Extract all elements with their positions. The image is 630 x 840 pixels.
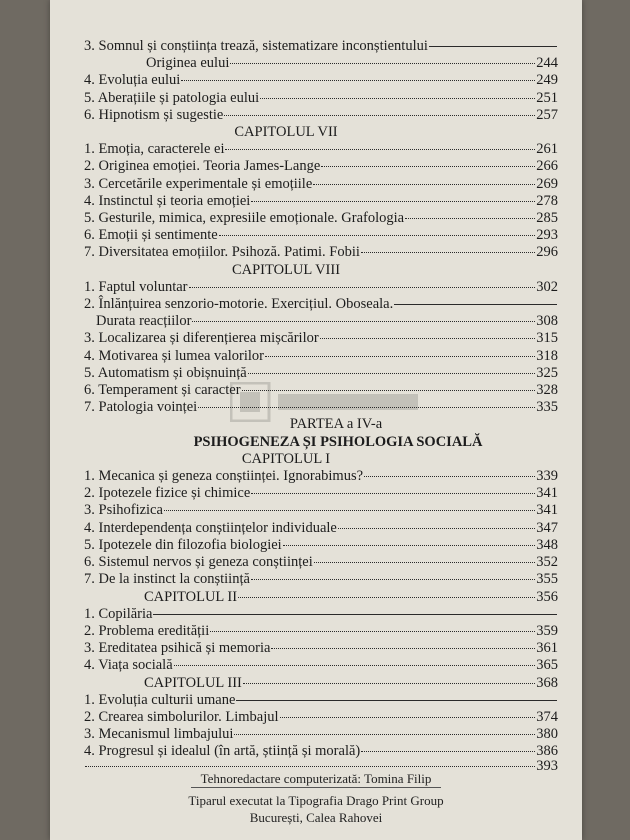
toc-entry xyxy=(84,485,558,502)
dot-leader xyxy=(181,80,535,81)
dot-leader xyxy=(314,562,536,563)
page-number: 386 xyxy=(536,743,558,760)
chapter-heading xyxy=(84,262,558,279)
dot-leader xyxy=(251,493,535,494)
entry-title: 3. Ereditatea psihică și memoria xyxy=(84,640,271,657)
toc-entry xyxy=(84,107,558,124)
book-page xyxy=(50,0,582,840)
page-number: 380 xyxy=(536,726,558,743)
toc-entry xyxy=(84,313,558,330)
entry-title: 6. Temperament și caracter xyxy=(84,382,241,399)
toc-entry xyxy=(84,210,558,227)
printing-house: Tiparul executat la Tipografia Drago Print Group xyxy=(188,793,444,808)
dot-leader xyxy=(210,631,535,632)
dot-leader xyxy=(251,579,535,580)
entry-title: 5. Ipotezele din filozofia biologiei xyxy=(84,536,282,553)
page-number: 341 xyxy=(536,485,558,502)
dot-leader xyxy=(164,510,535,511)
dot-leader xyxy=(242,390,536,391)
chapter-heading xyxy=(84,451,558,468)
page-number: 261 xyxy=(536,141,558,158)
entry-title: 2. Problema eredității xyxy=(84,622,210,639)
entry-title: 4. Motivarea și lumea valorilor xyxy=(84,347,264,364)
toc-entry xyxy=(84,399,558,416)
dot-leader xyxy=(236,700,557,701)
dot-leader xyxy=(265,356,535,357)
entry-title: 6. Emoții și sentimente xyxy=(84,227,218,244)
dot-leader xyxy=(243,683,535,684)
page-number: 302 xyxy=(536,278,558,295)
dot-leader xyxy=(225,149,535,150)
dot-leader xyxy=(320,338,536,339)
dot-leader xyxy=(364,476,535,477)
entry-title: 3. Psihofizica xyxy=(84,502,163,519)
entry-title: 2. Originea emoției. Teoria James-Lange xyxy=(84,158,321,175)
chapter-heading xyxy=(84,589,558,606)
page-number: 315 xyxy=(536,330,558,347)
page-number: 278 xyxy=(536,192,558,209)
entry-title: 1. Faptul voluntar xyxy=(84,278,188,295)
page-number: 293 xyxy=(536,227,558,244)
toc-entry xyxy=(84,90,558,107)
dot-leader xyxy=(283,545,536,546)
dot-leader xyxy=(174,665,536,666)
page-number: 325 xyxy=(536,364,558,381)
toc-entry xyxy=(84,176,558,193)
part-heading: PARTEA a IV-a xyxy=(289,416,383,433)
entry-title: 5. Automatism și obișnuință xyxy=(84,364,247,381)
page-number: 335 xyxy=(536,399,558,416)
toc-entry xyxy=(84,520,558,537)
toc-entry xyxy=(84,158,558,175)
entry-title: 4. Progresul și idealul (în artă, știință și morală) xyxy=(84,743,361,760)
page-number: 341 xyxy=(536,502,558,519)
toc-entry xyxy=(84,537,558,554)
page-number: 244 xyxy=(536,55,558,72)
entry-title: 7. De la instinct la conștiință xyxy=(84,571,250,588)
toc-entry xyxy=(84,726,558,743)
entry-title: Durata reacțiilor xyxy=(96,313,192,330)
entry-title: 1. Emoția, caracterele ei xyxy=(84,141,225,158)
entry-title: 5. Gesturile, mimica, expresiile emoționale. Grafologia xyxy=(84,210,405,227)
page-number: 249 xyxy=(536,72,558,89)
dot-leader xyxy=(405,218,535,219)
toc-entry xyxy=(84,244,558,261)
page-number: 266 xyxy=(536,158,558,175)
dot-leader xyxy=(361,252,535,253)
toc-entry xyxy=(84,55,558,72)
page-number: 339 xyxy=(536,468,558,485)
dot-leader xyxy=(230,63,535,64)
page-number: 393 xyxy=(536,757,558,774)
toc-entry xyxy=(84,38,558,55)
dot-leader xyxy=(238,597,535,598)
entry-title: 3. Localizarea și diferențierea mișcărilor xyxy=(84,330,319,347)
dot-leader xyxy=(224,115,535,116)
entry-title: 2. Ipotezele fizice și chimice xyxy=(84,485,251,502)
entry-title: 3. Mecanismul limbajului xyxy=(84,726,234,743)
page-number: 328 xyxy=(536,382,558,399)
toc-entry xyxy=(84,193,558,210)
dot-leader xyxy=(260,98,535,99)
chapter-title: CAPITOLUL I xyxy=(241,450,331,467)
toc-entry xyxy=(84,657,558,674)
dot-leader xyxy=(85,766,535,767)
dot-leader xyxy=(234,734,535,735)
toc-entry xyxy=(84,279,558,296)
dot-leader xyxy=(198,407,535,408)
toc-entry xyxy=(84,227,558,244)
toc-entry xyxy=(84,348,558,365)
dot-leader xyxy=(280,717,536,718)
dot-leader xyxy=(248,373,536,374)
entry-title: 4. Instinctul și teoria emoției xyxy=(84,192,251,209)
entry-title: 1. Copilăria xyxy=(84,605,153,622)
toc-entry xyxy=(84,468,558,485)
entry-title: 6. Sistemul nervos și geneza conștiinței xyxy=(84,554,313,571)
entry-title: 1. Mecanica și geneza conștiinței. Ignorabimus? xyxy=(84,468,364,485)
toc-entry xyxy=(84,571,558,588)
toc-entry xyxy=(84,709,558,726)
printing-address: București, Calea Rahovei xyxy=(249,810,383,825)
entry-title: 2. Crearea simbolurilor. Limbajul xyxy=(84,708,279,725)
dot-leader xyxy=(192,321,535,322)
chapter-title: CAPITOLUL VII xyxy=(234,124,338,141)
dot-leader xyxy=(313,184,535,185)
entry-title: 7. Patologia voinței xyxy=(84,399,198,416)
toc-entry xyxy=(84,330,558,347)
entry-title: Originea eului xyxy=(146,55,230,72)
entry-title: 3. Somnul și conștiința trează, sistematizare inconștientului xyxy=(84,38,428,54)
page-number: 285 xyxy=(536,210,558,227)
page-number: 352 xyxy=(536,554,558,571)
dot-leader xyxy=(219,235,536,236)
entry-title: 2. Înlănțuirea senzorio-motorie. Exercițiul. Oboseala. xyxy=(84,296,394,313)
dot-leader xyxy=(271,648,535,649)
typesetting-credit: Tehnoredactare computerizată: Tomina Filip xyxy=(191,770,442,788)
toc-entry xyxy=(84,623,558,640)
page-number: 356 xyxy=(536,588,558,605)
entry-title: 4. Evoluția eului xyxy=(84,72,181,89)
toc-entry xyxy=(84,382,558,399)
toc-entry xyxy=(84,72,558,89)
toc-entry xyxy=(84,141,558,158)
toc-entry xyxy=(84,554,558,571)
chapter-heading xyxy=(84,124,558,141)
page-number: 318 xyxy=(536,347,558,364)
dot-leader xyxy=(321,166,535,167)
page-number: 296 xyxy=(536,244,558,261)
toc-entry xyxy=(84,365,558,382)
entry-title: 4. Interdependența conștiințelor individuale xyxy=(84,519,337,536)
page-number: 257 xyxy=(536,106,558,123)
dot-leader xyxy=(361,751,535,752)
toc-entry xyxy=(84,606,558,623)
chapter-title: CAPITOLUL III xyxy=(144,674,242,691)
dot-leader xyxy=(394,304,557,305)
dot-leader xyxy=(189,287,536,288)
page-number: 269 xyxy=(536,175,558,192)
page-number: 365 xyxy=(536,657,558,674)
chapter-title: CAPITOLUL VIII xyxy=(231,261,341,278)
entry-title: 3. Cercetările experimentale și emoțiile xyxy=(84,175,313,192)
page-number: 361 xyxy=(536,640,558,657)
toc-entry xyxy=(84,692,558,709)
page-number: 374 xyxy=(536,708,558,725)
chapter-title: CAPITOLUL II xyxy=(144,588,238,605)
page-number: 359 xyxy=(536,622,558,639)
entry-title: 1. Evoluția culturii umane xyxy=(84,691,236,708)
entry-title: 5. Aberațiile și patologia eului xyxy=(84,89,260,106)
page-number: 348 xyxy=(536,536,558,553)
chapter-heading xyxy=(84,675,558,692)
dot-leader xyxy=(338,528,535,529)
toc-entry xyxy=(84,640,558,657)
page-number: 308 xyxy=(536,313,558,330)
toc-entry xyxy=(84,502,558,519)
imprint xyxy=(50,770,582,826)
entry-title: 7. Diversitatea emoțiilor. Psihoză. Patimi. Fobii xyxy=(84,244,360,261)
dot-leader xyxy=(251,201,535,202)
page-number: 355 xyxy=(536,571,558,588)
entry-title: 6. Hipnotism și sugestie xyxy=(84,106,224,123)
page-number: 368 xyxy=(536,674,558,691)
entry-title: 4. Viața socială xyxy=(84,657,173,674)
part-title: PSIHOGENEZA ȘI PSIHOLOGIA SOCIALĂ xyxy=(193,433,483,450)
table-of-contents xyxy=(84,38,558,775)
page-number: 251 xyxy=(536,89,558,106)
dot-leader xyxy=(153,614,557,615)
dot-leader xyxy=(429,46,557,47)
page-number: 347 xyxy=(536,519,558,536)
toc-entry xyxy=(84,296,558,313)
